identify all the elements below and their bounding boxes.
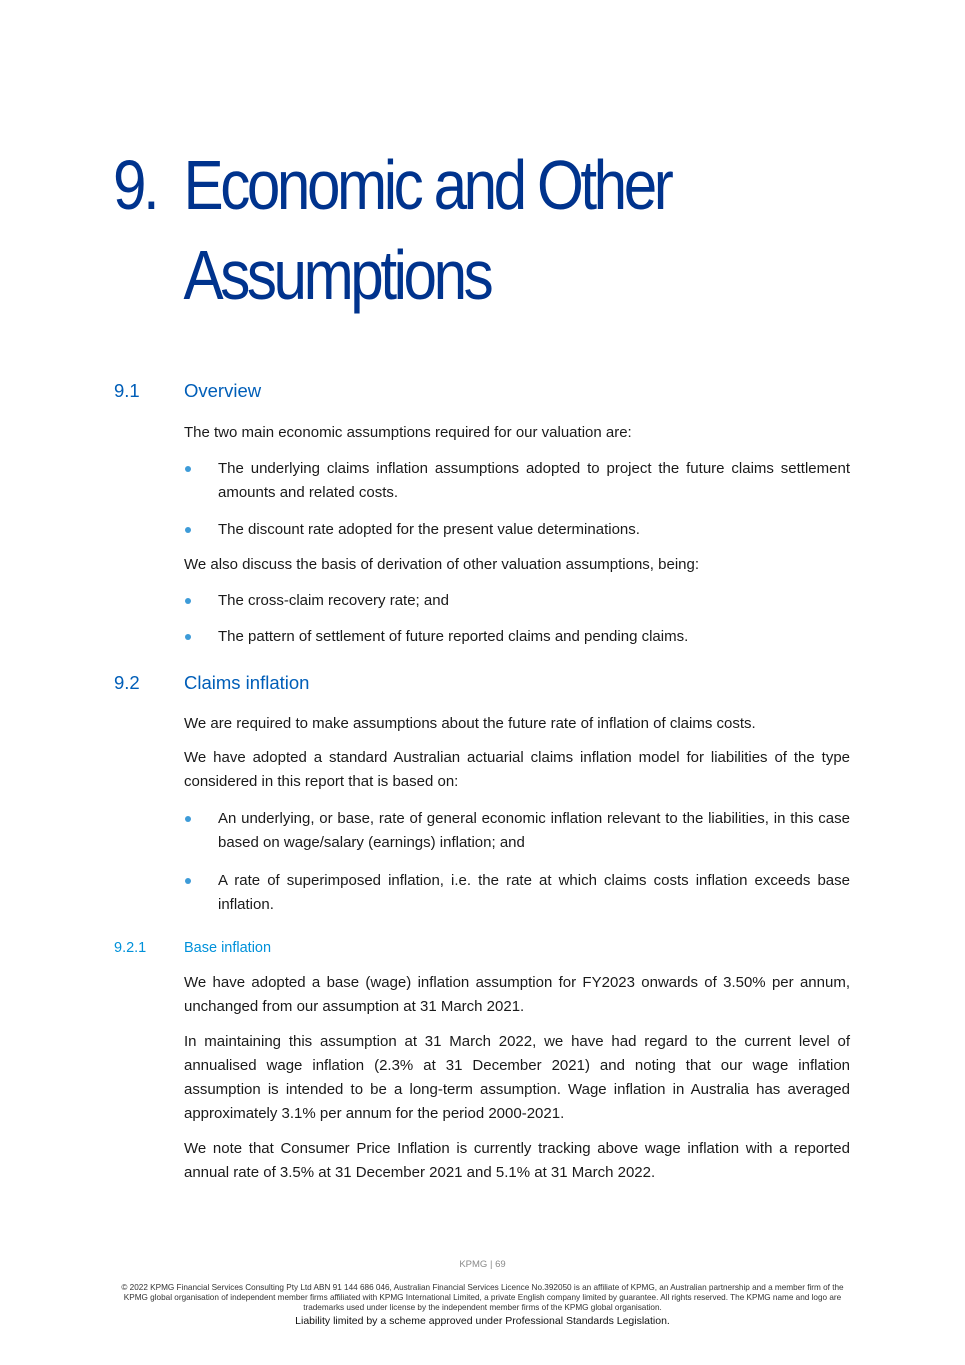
section-title: Claims inflation (184, 672, 310, 693)
footer-legal-text: © 2022 KPMG Financial Services Consulting Pty Ltd ABN 91 144 686 046, Australian Financial Services Licence No.392050 is an affiliate of KPMG, an Australian partnership and a member firm of the KPMG global organisation of independent member firms affiliated with KPMG International Limited, a private English company limited by guarantee. All rights reserved. The KPMG name and logo are trademarks used under license by the independent member firms of the KPMG global organisation. (121, 1283, 844, 1312)
overview-other-intro: We also discuss the basis of derivation of other valuation assumptions, being: (184, 556, 700, 573)
list-item (184, 589, 850, 613)
list-item-text: A rate of superimposed inflation, i.e. the rate at which claims costs inflation exceeds base inflation. (218, 872, 850, 913)
bullet-icon (185, 816, 191, 822)
list-item (184, 457, 850, 505)
section-number: 9.1 (114, 380, 140, 401)
chapter-title-line1: Economic and Other (183, 146, 671, 224)
base-inflation-para1: We have adopted a base (wage) inflation assumption for FY2023 onwards of 3.50% per annum, unchanged from our assumption at 31 March 2021. (184, 974, 850, 1015)
chapter-number: 9. (113, 146, 157, 224)
section-number: 9.2 (114, 672, 140, 693)
claims-inflation-para2: We have adopted a standard Australian actuarial claims inflation model for liabilities of the type considered in this report that is based on: (184, 749, 850, 790)
base-inflation-para2: In maintaining this assumption at 31 March 2022, we have had regard to the current level of annualised wage inflation (2.3% at 31 December 2021) and noting that our wage inflation assumption is intended to be a long-term assumption. Wage inflation in Australia has averaged approximately 3.1% per annum for the period 2000-2021. (184, 1033, 850, 1122)
bullet-icon (185, 878, 191, 884)
list-item-text: The cross-claim recovery rate; and (218, 592, 449, 609)
bullet-icon (185, 527, 191, 533)
list-item-text: The underlying claims inflation assumptions adopted to project the future claims settlement amounts and related costs. (218, 460, 850, 501)
subsection-number: 9.2.1 (114, 940, 147, 956)
section-title: Overview (184, 380, 262, 401)
list-item-text: An underlying, or base, rate of general economic inflation relevant to the liabilities, in this case based on wage/salary (earnings) inflation; and (218, 810, 850, 851)
bullet-icon (185, 466, 191, 472)
bullet-icon (185, 598, 191, 604)
base-inflation-para3: We note that Consumer Price Inflation is currently tracking above wage inflation with a reported annual rate of 3.5% at 31 December 2021 and 5.1% at 31 March 2022. (184, 1140, 850, 1181)
list-item (184, 869, 850, 917)
list-item-text: The discount rate adopted for the present value determinations. (218, 521, 640, 538)
chapter-title (113, 140, 767, 320)
list-item (184, 807, 850, 855)
list-item (184, 518, 850, 542)
claims-inflation-para1: We are required to make assumptions about the future rate of inflation of claims costs. (184, 715, 756, 732)
chapter-title-line2: Assumptions (183, 236, 491, 314)
page-number: KPMG | 69 (459, 1259, 506, 1270)
subsection-title: Base inflation (184, 940, 272, 956)
overview-intro: The two main economic assumptions required for our valuation are: (184, 424, 632, 441)
list-item-text: The pattern of settlement of future reported claims and pending claims. (218, 628, 689, 645)
bullet-icon (185, 634, 191, 640)
footer-liability-text: Liability limited by a scheme approved under Professional Standards Legislation. (295, 1315, 670, 1327)
list-item (184, 625, 850, 649)
